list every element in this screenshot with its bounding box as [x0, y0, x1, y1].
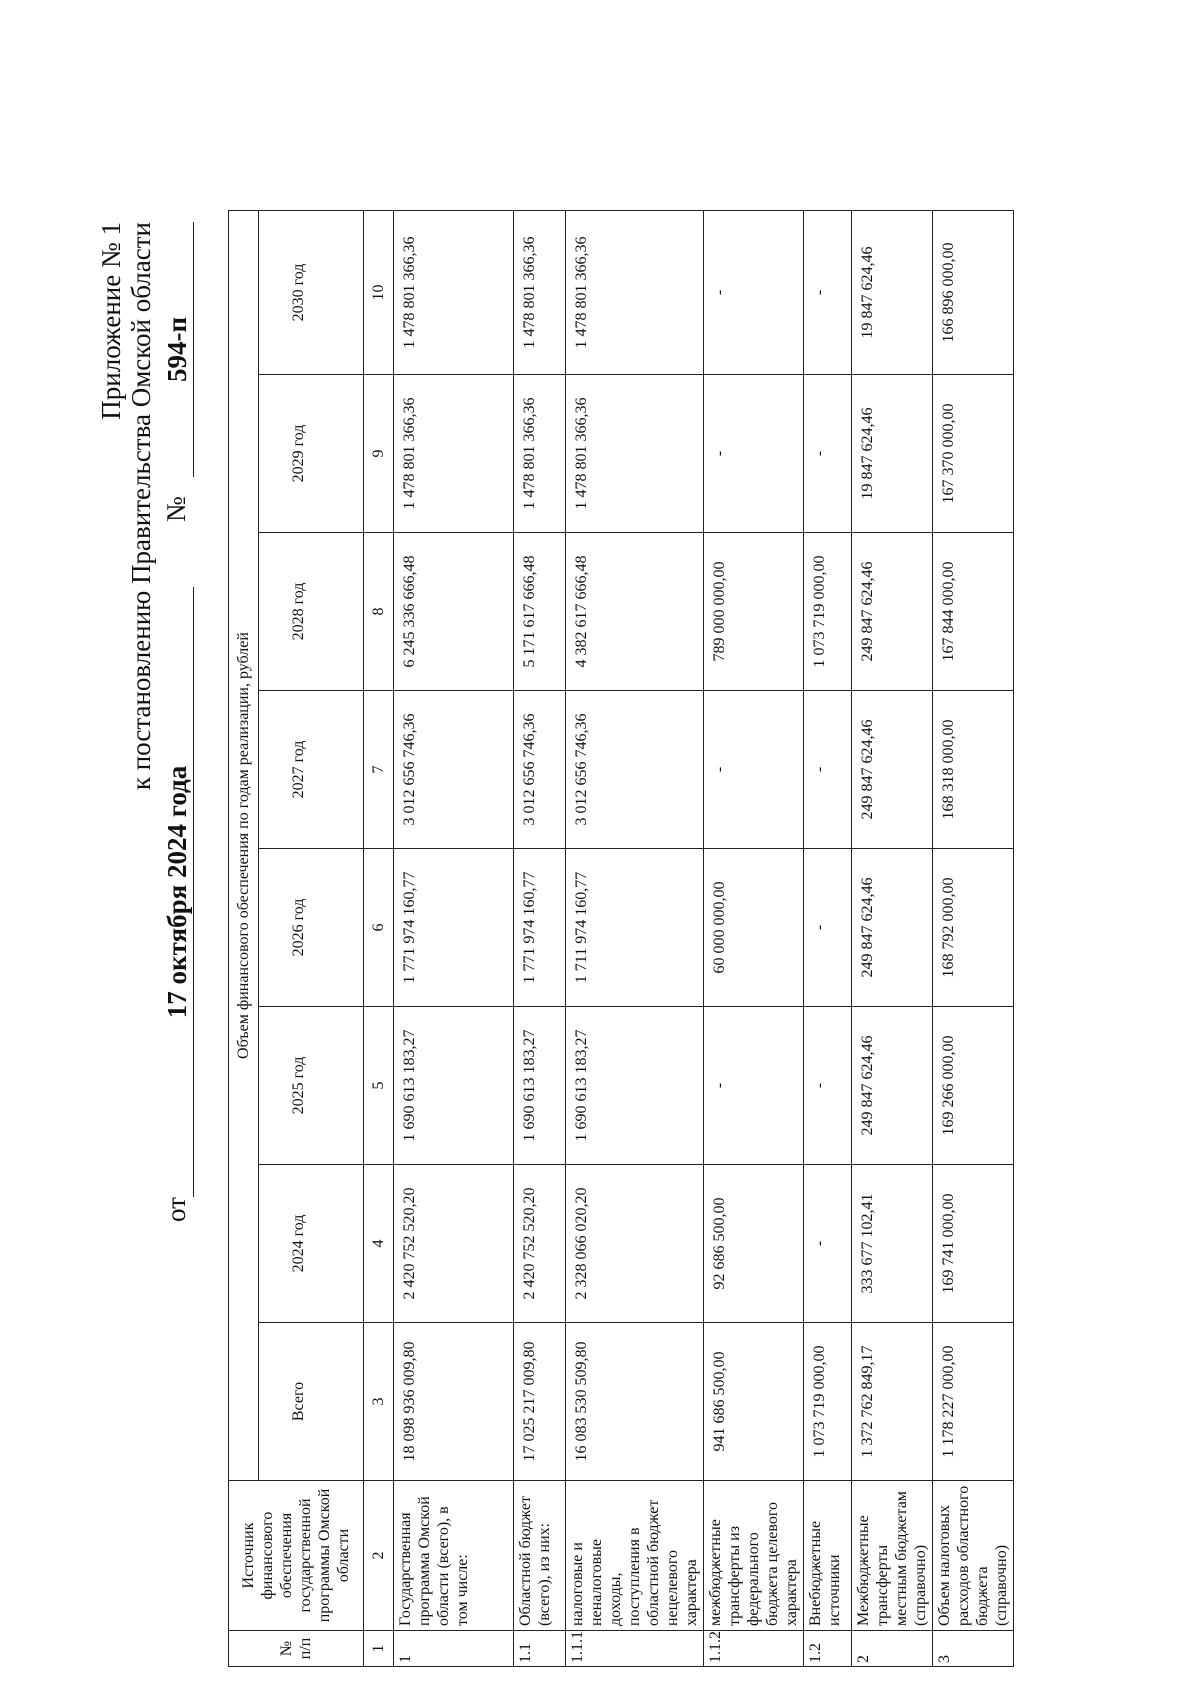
- row-number: 1: [394, 1631, 514, 1667]
- row-number: 3: [933, 1631, 1014, 1667]
- amount-cell: 1 690 613 183,27: [514, 1007, 566, 1165]
- amount-cell: 3 012 656 746,36: [394, 691, 514, 849]
- amount-cell: 1 073 719 000,00: [804, 1323, 852, 1481]
- row-source: Внебюджетные источники: [804, 1481, 852, 1631]
- amount-cell: 16 083 530 509,80: [566, 1323, 704, 1481]
- amount-cell: 1 690 613 183,27: [394, 1007, 514, 1165]
- amount-cell: 92 686 500,00: [704, 1165, 804, 1323]
- amount-cell: 1 478 801 366,36: [514, 210, 566, 374]
- amount-cell: 5 171 617 666,48: [514, 533, 566, 691]
- row-number: 1.1.1: [566, 1631, 704, 1667]
- amount-cell: -: [804, 691, 852, 849]
- row-source: Объем налоговых расходов областного бюджета (справочно): [933, 1481, 1014, 1631]
- amount-cell: 1 478 801 366,36: [394, 375, 514, 533]
- column-number: 6: [364, 849, 394, 1007]
- table-row: [704, 210, 804, 1666]
- amount-cell: 3 012 656 746,36: [514, 691, 566, 849]
- amount-cell: 249 847 624,46: [852, 849, 933, 1007]
- amount-cell: 19 847 624,46: [852, 210, 933, 374]
- amount-cell: 333 677 102,41: [852, 1165, 933, 1323]
- amount-cell: 167 370 000,00: [933, 375, 1014, 533]
- row-source: Межбюджетные трансферты местным бюджетам (справочно): [852, 1481, 933, 1631]
- amount-cell: -: [804, 849, 852, 1007]
- amount-cell: 168 318 000,00: [933, 691, 1014, 849]
- amount-cell: -: [704, 1007, 804, 1165]
- year-header: Всего: [259, 1323, 364, 1481]
- row-source: Государственная программа Омской области (всего), в том числе:: [394, 1481, 514, 1631]
- resolution-reference: к постановлению Правительства Омской области: [126, 222, 156, 791]
- amount-cell: 4 382 617 666,48: [566, 533, 704, 691]
- amount-cell: 789 000 000,00: [704, 533, 804, 691]
- column-number: 9: [364, 375, 394, 533]
- amount-cell: 168 792 000,00: [933, 849, 1014, 1007]
- table-row: [394, 210, 514, 1666]
- resolution-number: 594-п: [162, 222, 194, 477]
- amount-cell: 60 000 000,00: [704, 849, 804, 1007]
- financing-table: [228, 210, 1014, 1667]
- amount-cell: 1 478 801 366,36: [566, 210, 704, 374]
- column-number: 8: [364, 533, 394, 691]
- row-number: 1.2: [804, 1631, 852, 1667]
- row-source: Областной бюджет (всего), из них:: [514, 1481, 566, 1631]
- amount-cell: 1 478 801 366,36: [566, 375, 704, 533]
- amount-cell: 249 847 624,46: [852, 1007, 933, 1165]
- column-number: 2: [364, 1481, 394, 1631]
- amount-cell: 3 012 656 746,36: [566, 691, 704, 849]
- amount-cell: -: [804, 210, 852, 374]
- amount-cell: 169 741 000,00: [933, 1165, 1014, 1323]
- year-header: 2030 год: [259, 210, 364, 374]
- row-number: 1.1: [514, 1631, 566, 1667]
- year-header: 2027 год: [259, 691, 364, 849]
- amount-cell: 17 025 217 009,80: [514, 1323, 566, 1481]
- amount-cell: 1 771 974 160,77: [394, 849, 514, 1007]
- amount-cell: -: [704, 375, 804, 533]
- amount-cell: 1 690 613 183,27: [566, 1007, 704, 1165]
- amount-cell: 941 686 500,00: [704, 1323, 804, 1481]
- year-header: 2025 год: [259, 1007, 364, 1165]
- column-number: 3: [364, 1323, 394, 1481]
- amount-cell: 1 478 801 366,36: [394, 210, 514, 374]
- amount-cell: 2 420 752 520,20: [514, 1165, 566, 1323]
- amount-cell: 249 847 624,46: [852, 691, 933, 849]
- header-volume: Объем финансового обеспечения по годам реализации, рублей: [229, 210, 259, 1480]
- amount-cell: 166 896 000,00: [933, 210, 1014, 374]
- year-header: 2024 год: [259, 1165, 364, 1323]
- row-source: налоговые и неналоговые доходы, поступления в областной бюджет нецелевого характера: [566, 1481, 704, 1631]
- amount-cell: -: [704, 210, 804, 374]
- amount-cell: 169 266 000,00: [933, 1007, 1014, 1165]
- amount-cell: 2 328 066 020,20: [566, 1165, 704, 1323]
- amount-cell: 2 420 752 520,20: [394, 1165, 514, 1323]
- amount-cell: 1 372 762 849,17: [852, 1323, 933, 1481]
- column-number: 5: [364, 1007, 394, 1165]
- table-row: [933, 210, 1014, 1666]
- amount-cell: -: [804, 375, 852, 533]
- appendix-title: Приложение № 1: [96, 222, 126, 420]
- table-row: [804, 210, 852, 1666]
- amount-cell: 6 245 336 666,48: [394, 533, 514, 691]
- table-row: [514, 210, 566, 1666]
- year-header: 2029 год: [259, 375, 364, 533]
- amount-cell: 1 073 719 000,00: [804, 533, 852, 691]
- column-number: 10: [364, 210, 394, 374]
- amount-cell: 18 098 936 009,80: [394, 1323, 514, 1481]
- table-row: [852, 210, 933, 1666]
- amount-cell: -: [804, 1007, 852, 1165]
- amount-cell: 1 771 974 160,77: [514, 849, 566, 1007]
- year-header: 2028 год: [259, 533, 364, 691]
- amount-cell: 167 844 000,00: [933, 533, 1014, 691]
- table-row: [566, 210, 704, 1666]
- column-number: 7: [364, 691, 394, 849]
- amount-cell: 249 847 624,46: [852, 533, 933, 691]
- header-number: № п/п: [229, 1631, 364, 1667]
- amount-cell: 1 478 801 366,36: [514, 375, 566, 533]
- resolution-date: 17 октября 2024 года: [162, 587, 194, 1197]
- amount-cell: 1 178 227 000,00: [933, 1323, 1014, 1481]
- column-number: 4: [364, 1165, 394, 1323]
- amount-cell: 1 711 974 160,77: [566, 849, 704, 1007]
- amount-cell: -: [704, 691, 804, 849]
- row-number: 1.1.2: [704, 1631, 804, 1667]
- amount-cell: -: [804, 1165, 852, 1323]
- row-number: 2: [852, 1631, 933, 1667]
- year-header: 2026 год: [259, 849, 364, 1007]
- number-label: №: [161, 496, 191, 522]
- column-number: 1: [364, 1631, 394, 1667]
- amount-cell: 19 847 624,46: [852, 375, 933, 533]
- resolution-date-line: [160, 222, 194, 1222]
- header-source: Источник финансового обеспечения государственной программы Омской области: [229, 1481, 364, 1631]
- date-label: от: [161, 1197, 191, 1222]
- row-source: межбюджетные трансферты из федерального бюджета целевого характера: [704, 1481, 804, 1631]
